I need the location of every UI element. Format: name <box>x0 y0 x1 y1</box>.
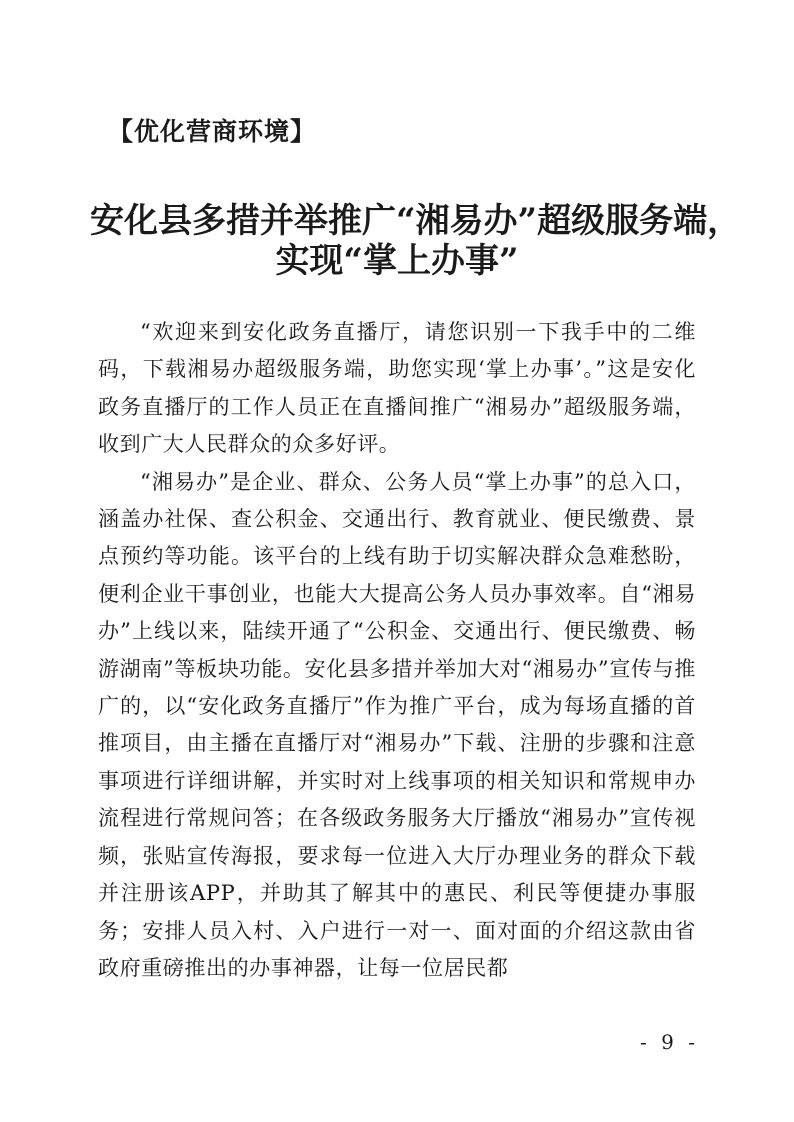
paragraph-2: “湘易办”是企业、群众、公务人员“掌上办事”的总入口，涵盖办社保、查公积金、交通出行、教育就业、便民缴费、景点预约等功能。该平台的上线有助于切实解决群众急难愁盼，便利企业干事创业，也能大大提高公务人员办事效率。自“湘易办”上线以来，陆续开通了“公积金、交通出行、便民缴费、畅游湖南”等板块功能。安化县多措并举加大对“湘易办”宣传与推广的，以“安化政务直播厅”作为推广平台，成为每场直播的首推项目，由主播在直播厅对“湘易办”下载、注册的步骤和注意事项进行详细讲解，并实时对上线事项的相关知识和常规申办流程进行常规问答；在各级政务服务大厅播放“湘易办”宣传视频，张贴宣传海报，要求每一位进入大厅办理业务的群众下载并注册该APP，并助其了解其中的惠民、利民等便捷办事服务；安排人员入村、入户进行一对一、面对面的介绍这款由省政府重磅推出的办事神器，让每一位居民都 <box>98 469 696 980</box>
paragraph-1: “欢迎来到安化政务直播厅，请您识别一下我手中的二维码，下载湘易办超级服务端，助您实现‘掌上办事’。”这是安化政务直播厅的工作人员正在直播间推广“湘易办”超级服务端，收到广大人民群众的众多好评。 <box>98 320 696 457</box>
article-title-line2: 实现“掌上办事” <box>275 241 519 281</box>
article-body <box>98 314 696 987</box>
article-title-line1: 安化县多措并举推广“湘易办”超级服务端， <box>90 201 742 241</box>
section-tag: 【优化营商环境】 <box>108 117 317 146</box>
page-number: - 9 - <box>640 1030 699 1054</box>
